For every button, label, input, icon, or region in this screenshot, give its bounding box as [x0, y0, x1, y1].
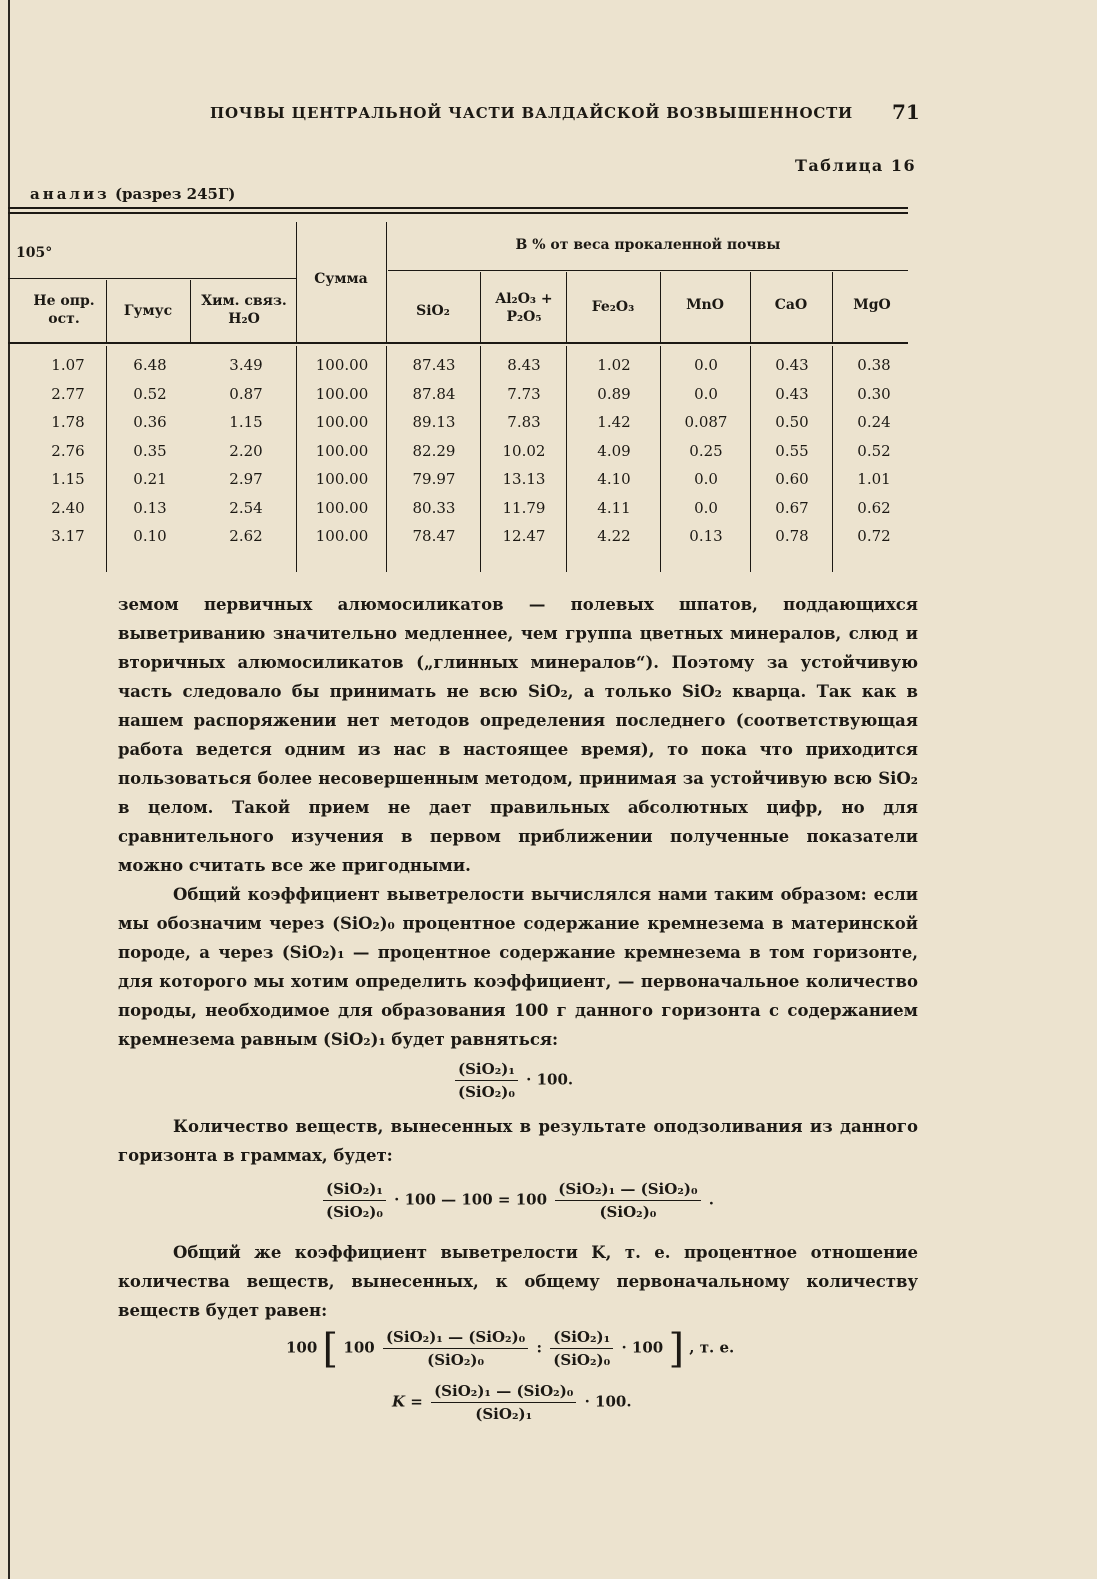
- header-bottom-rule: [8, 342, 908, 344]
- table-cell: 0.24: [857, 413, 891, 431]
- table-cell: 12.47: [502, 527, 546, 545]
- table-cell: 13.13: [502, 470, 546, 488]
- table-cell: 0.25: [689, 441, 723, 460]
- table-top-rule-2: [8, 212, 908, 214]
- paragraph-text: Общий же коэффициент выветрелости K, т. е. процентное отношение количества веществ, вынесенных, к общему первоначальному количеству веществ будет равен:: [118, 1243, 918, 1320]
- formula-3: 100 [ 100 $\frac{\text{(SiO₂)₁ — (SiO₂)₀}}{\text{(SiO₂)₀}}$ : $\frac{\text{(SiO₂)₁}}{\text{(SiO₂)₀}}$ · 100 ] , т. е.: [286, 1325, 735, 1372]
- table-cell: 0.67: [775, 498, 809, 517]
- table-cell: 100.00: [315, 498, 369, 517]
- table-row: [0, 499, 1097, 527]
- table-cell: 10.02: [502, 441, 546, 460]
- paragraph-text: Общий коэффициент выветрелости вычислялся нами таким образом: если мы обозначим через (SiO₂)₀ процентное содержание кремнезема в материнской породе, а через (SiO₂)₁ — процентное содержание кремнезема в том горизонте, для которого мы хотим определить коэффициент, — первоначальное количество породы, необходимое для образования 100 г данного горизонта с содержанием кремнезема равным (SiO₂)₁ будет равняться:: [118, 885, 918, 1049]
- table-cell: 100.00: [315, 356, 369, 374]
- table-cell: 0.62: [857, 498, 891, 517]
- table-cell: 3.49: [229, 356, 263, 374]
- table-cell: 1.15: [51, 470, 85, 488]
- fraction: $\frac{\text{(SiO₂)₁ — (SiO₂)₀}}{\text{(SiO₂)₀}}$: [383, 1328, 528, 1369]
- table-cell: 0.0: [694, 470, 718, 488]
- table-cell: 0.52: [857, 441, 891, 460]
- table-cell: 0.0: [694, 356, 718, 374]
- table-cell: 100.00: [315, 441, 369, 460]
- table-cell: 0.87: [229, 384, 263, 403]
- table-cell: 4.09: [597, 441, 631, 460]
- page-number: 71: [892, 100, 920, 124]
- paragraph-text: Количество веществ, вынесенных в результате оподзоливания из данного горизонта в граммах, будет:: [118, 1117, 918, 1165]
- header-col: SiO₂: [416, 303, 450, 319]
- table-row: [0, 385, 1097, 413]
- header-group-percent: В % от веса прокаленной почвы: [515, 237, 781, 253]
- table-cell: 0.36: [133, 413, 167, 431]
- table-cell: 2.76: [51, 441, 85, 460]
- formula-2: $\frac{\text{(SiO₂)₁}}{\text{(SiO₂)₀}}$ · 100 — 100 = 100 $\frac{\text{(SiO₂)₁ — (SiO₂)₀}}{\text{(SiO₂)₀}}$ .: [320, 1180, 714, 1221]
- paragraph-3: [118, 1112, 918, 1170]
- table-cell: 0.89: [597, 384, 631, 403]
- header-col: Fe₂O₃: [591, 299, 635, 315]
- table-cell: 0.087: [684, 413, 728, 431]
- table-cell: 2.20: [229, 441, 263, 460]
- table-cell: 0.55: [775, 441, 809, 460]
- table-cell: 87.43: [412, 356, 456, 374]
- right-bracket: ]: [668, 1325, 685, 1372]
- fraction: $\frac{\text{(SiO₂)₁}}{\text{(SiO₂)₀}}$: [455, 1060, 518, 1101]
- table-cell: 6.48: [133, 356, 167, 374]
- table-cell: 89.13: [412, 413, 456, 431]
- table-caption-word: анализ: [30, 185, 110, 203]
- table-cell: 1.07: [51, 356, 85, 374]
- table-cell: 7.73: [507, 384, 541, 403]
- table-label: Таблица 16: [795, 156, 917, 175]
- table-cell: 0.78: [775, 527, 809, 545]
- table-cell: 0.10: [133, 527, 167, 545]
- table-cell: 1.15: [229, 413, 263, 431]
- table-cell: 100.00: [315, 384, 369, 403]
- table-cell: 80.33: [412, 498, 456, 517]
- header-col: CaO: [774, 297, 808, 313]
- col-divider: [190, 280, 191, 344]
- table-cell: 8.43: [507, 356, 541, 374]
- table-cell: 2.40: [51, 498, 85, 517]
- group-rule-right: [388, 270, 908, 271]
- table-cell: 0.72: [857, 527, 891, 545]
- table-cell: 87.84: [412, 384, 456, 403]
- table-cell: 0.50: [775, 413, 809, 431]
- paragraph-4: [118, 1238, 918, 1325]
- group-rule-left: [8, 278, 296, 279]
- table-cell: 2.97: [229, 470, 263, 488]
- table-cell: 0.60: [775, 470, 809, 488]
- table-row: [0, 470, 1097, 498]
- table-row: [0, 527, 1097, 555]
- running-head: ПОЧВЫ ЦЕНТРАЛЬНОЙ ЧАСТИ ВАЛДАЙСКОЙ ВОЗВЫШЕННОСТИ: [210, 104, 854, 122]
- paragraph-text: земом первичных алюмосиликатов — полевых шпатов, поддающихся выветриванию значительно медленнее, чем группа цветных минералов, слюд и вторичных алюмосиликатов („глинных минералов“). Поэтому за устойчивую часть следовало бы принимать не всю SiO₂, а только SiO₂ кварца. Так как в нашем распоряжении нет методов определения последнего (соответствующая работа ведется одним из нас в настоящее время), то пока что приходится пользоваться более несовершенным методом, принимая за устойчивую всю SiO₂ в целом. Такой прием не дает правильных абсолютных цифр, но для сравнительного изучения в первом приближении полученные показатели можно считать все же пригодными.: [118, 595, 918, 875]
- paragraph-1: [118, 590, 918, 880]
- left-bracket: [: [322, 1325, 339, 1372]
- table-cell: 0.38: [857, 356, 891, 374]
- table-cell: 0.52: [133, 384, 167, 403]
- table-cell: 0.0: [694, 384, 718, 403]
- paragraph-2: [118, 880, 918, 1054]
- table-cell: 0.13: [689, 527, 723, 545]
- table-row: [0, 413, 1097, 441]
- table-cell: 1.78: [51, 413, 85, 431]
- table-cell: 2.62: [229, 527, 263, 545]
- table-cell: 0.43: [775, 356, 809, 374]
- table-cell: 2.77: [51, 384, 85, 403]
- table-row: [0, 356, 1097, 384]
- table-cell: 78.47: [412, 527, 456, 545]
- header-col: MnO: [686, 297, 724, 313]
- table-cell: 100.00: [315, 527, 369, 545]
- header-col: Al₂O₃ + P₂O₅: [495, 291, 553, 325]
- table-cell: 79.97: [412, 470, 456, 488]
- formula-4: K = $\frac{\text{(SiO₂)₁ — (SiO₂)₀}}{\text{(SiO₂)₁}}$ · 100.: [392, 1382, 632, 1423]
- table-cell: 11.79: [502, 498, 546, 517]
- page-edge: [8, 0, 10, 1579]
- table-cell: 4.11: [597, 498, 631, 517]
- table-cell: 0.0: [694, 498, 718, 517]
- table-cell: 100.00: [315, 470, 369, 488]
- table-cell: 0.13: [133, 498, 167, 517]
- header-col: Гумус: [123, 303, 173, 319]
- table-cell: 100.00: [315, 413, 369, 431]
- table-caption: [30, 185, 235, 203]
- table-cell: 1.42: [597, 413, 631, 431]
- table-cell: 4.10: [597, 470, 631, 488]
- table-cell: 0.35: [133, 441, 167, 460]
- table-cell: 1.02: [597, 356, 631, 374]
- table-cell: 1.01: [857, 470, 891, 488]
- fraction: $\frac{\text{(SiO₂)₁}}{\text{(SiO₂)₀}}$: [550, 1328, 613, 1369]
- header-col: Не опр. ост.: [33, 293, 95, 327]
- fraction: $\frac{\text{(SiO₂)₁ — (SiO₂)₀}}{\text{(SiO₂)₀}}$: [555, 1180, 700, 1221]
- table-top-rule: [8, 207, 908, 209]
- table-caption-rest: (разрез 245Г): [114, 185, 236, 203]
- header-col: MgO: [853, 297, 891, 313]
- header-col: Хим. связ. H₂O: [201, 293, 287, 327]
- table-cell: 2.54: [229, 498, 263, 517]
- table-cell: 4.22: [597, 527, 631, 545]
- table-cell: 0.43: [775, 384, 809, 403]
- formula-1: $\frac{\text{(SiO₂)₁}}{\text{(SiO₂)₀}}$ · 100.: [452, 1060, 573, 1101]
- table-row: [0, 442, 1097, 470]
- fraction: $\frac{\text{(SiO₂)₁ — (SiO₂)₀}}{\text{(SiO₂)₁}}$: [431, 1382, 576, 1423]
- col-divider: [480, 272, 481, 344]
- table-cell: 3.17: [51, 527, 85, 545]
- table-cell: 0.30: [857, 384, 891, 403]
- header-group-105: 105°: [16, 245, 53, 261]
- header-sum: Сумма: [314, 271, 368, 287]
- col-divider: [386, 222, 387, 344]
- fraction: $\frac{\text{(SiO₂)₁}}{\text{(SiO₂)₀}}$: [323, 1180, 386, 1221]
- table-cell: 0.21: [133, 470, 167, 488]
- table-cell: 82.29: [412, 441, 456, 460]
- table-cell: 7.83: [507, 413, 541, 431]
